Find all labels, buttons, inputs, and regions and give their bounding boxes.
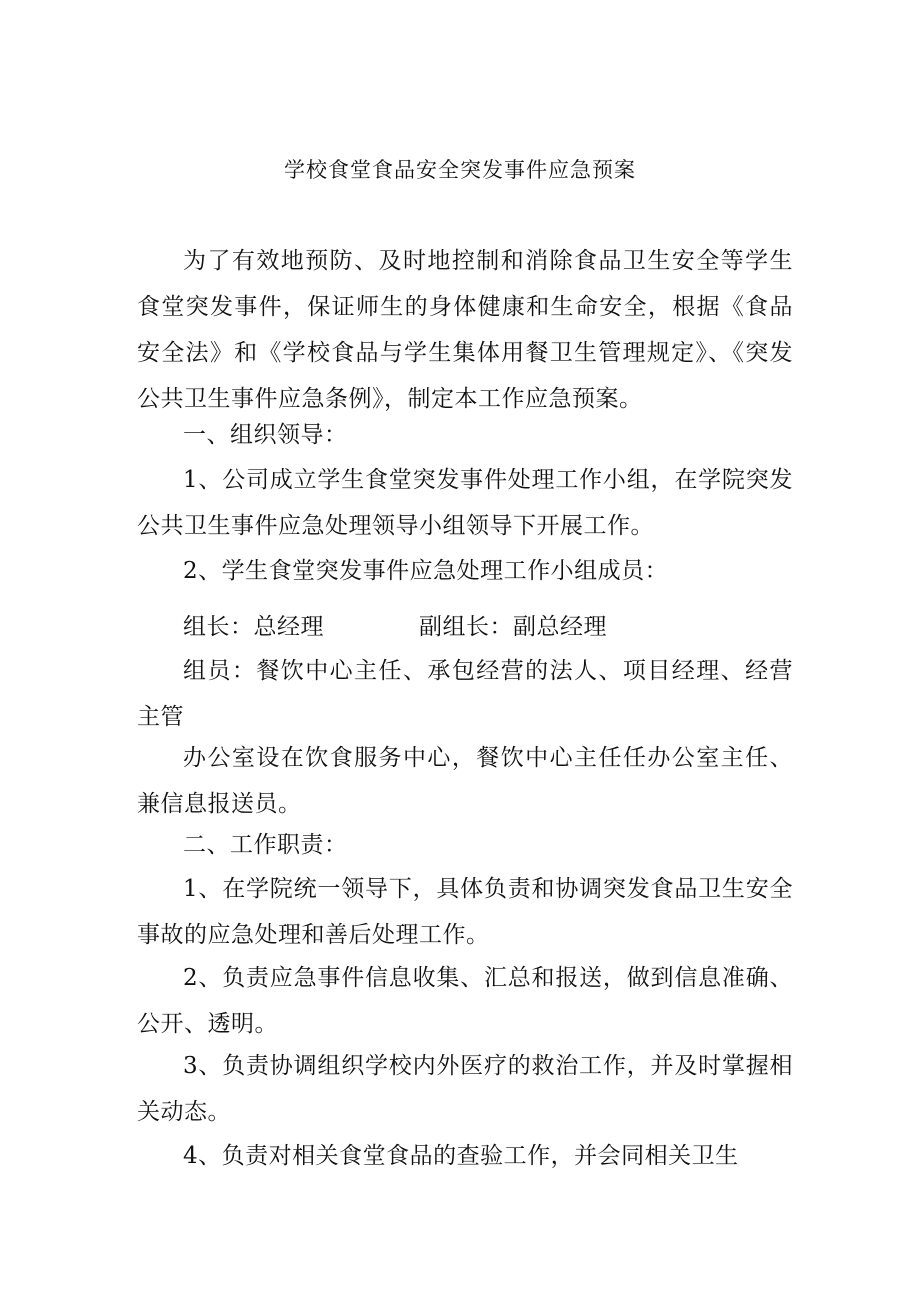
leader-row: [183, 604, 607, 650]
deputy-leader-text: 副组长：副总经理: [419, 614, 607, 640]
members-paragraph: 组员：餐饮中心主任、承包经营的法人、项目经理、经营主管: [137, 658, 793, 730]
section2-heading: 二、工作职责：: [183, 832, 348, 858]
duty-item-2: 2、负责应急事件信息收集、汇总和报送，做到信息准确、公开、透明。: [137, 965, 793, 1037]
office-paragraph: 办公室设在饮食服务中心，餐饮中心主任任办公室主任、兼信息报送员。: [137, 745, 793, 817]
leader-text: 组长：总经理: [183, 614, 324, 640]
duty-item-3: 3、负责协调组织学校内外医疗的救治工作，并及时掌握相关动态。: [137, 1053, 793, 1125]
section1-item2: 2、学生食堂突发事件应急处理工作小组成员：: [183, 558, 669, 584]
duty-item-4: 4、负责对相关食堂食品的查验工作，并会同相关卫生: [183, 1143, 739, 1169]
section1-item1: 1、公司成立学生食堂突发事件处理工作小组，在学院突发公共卫生事件应急处理领导小组领导下开展工作。: [137, 467, 793, 539]
document-title: 学校食堂食品安全突发事件应急预案: [284, 158, 636, 182]
section1-heading: 一、组织领导：: [183, 422, 348, 448]
duty-item-1: 1、在学院统一领导下，具体负责和协调突发食品卫生安全事故的应急处理和善后处理工作。: [137, 876, 793, 948]
intro-paragraph: 为了有效地预防、及时地控制和消除食品卫生安全等学生食堂突发事件，保证师生的身体健康和生命安全，根据《食品安全法》和《学校食品与学生集体用餐卫生管理规定》、《突发公共卫生事件应急条例》，制定本工作应急预案。: [137, 248, 793, 412]
